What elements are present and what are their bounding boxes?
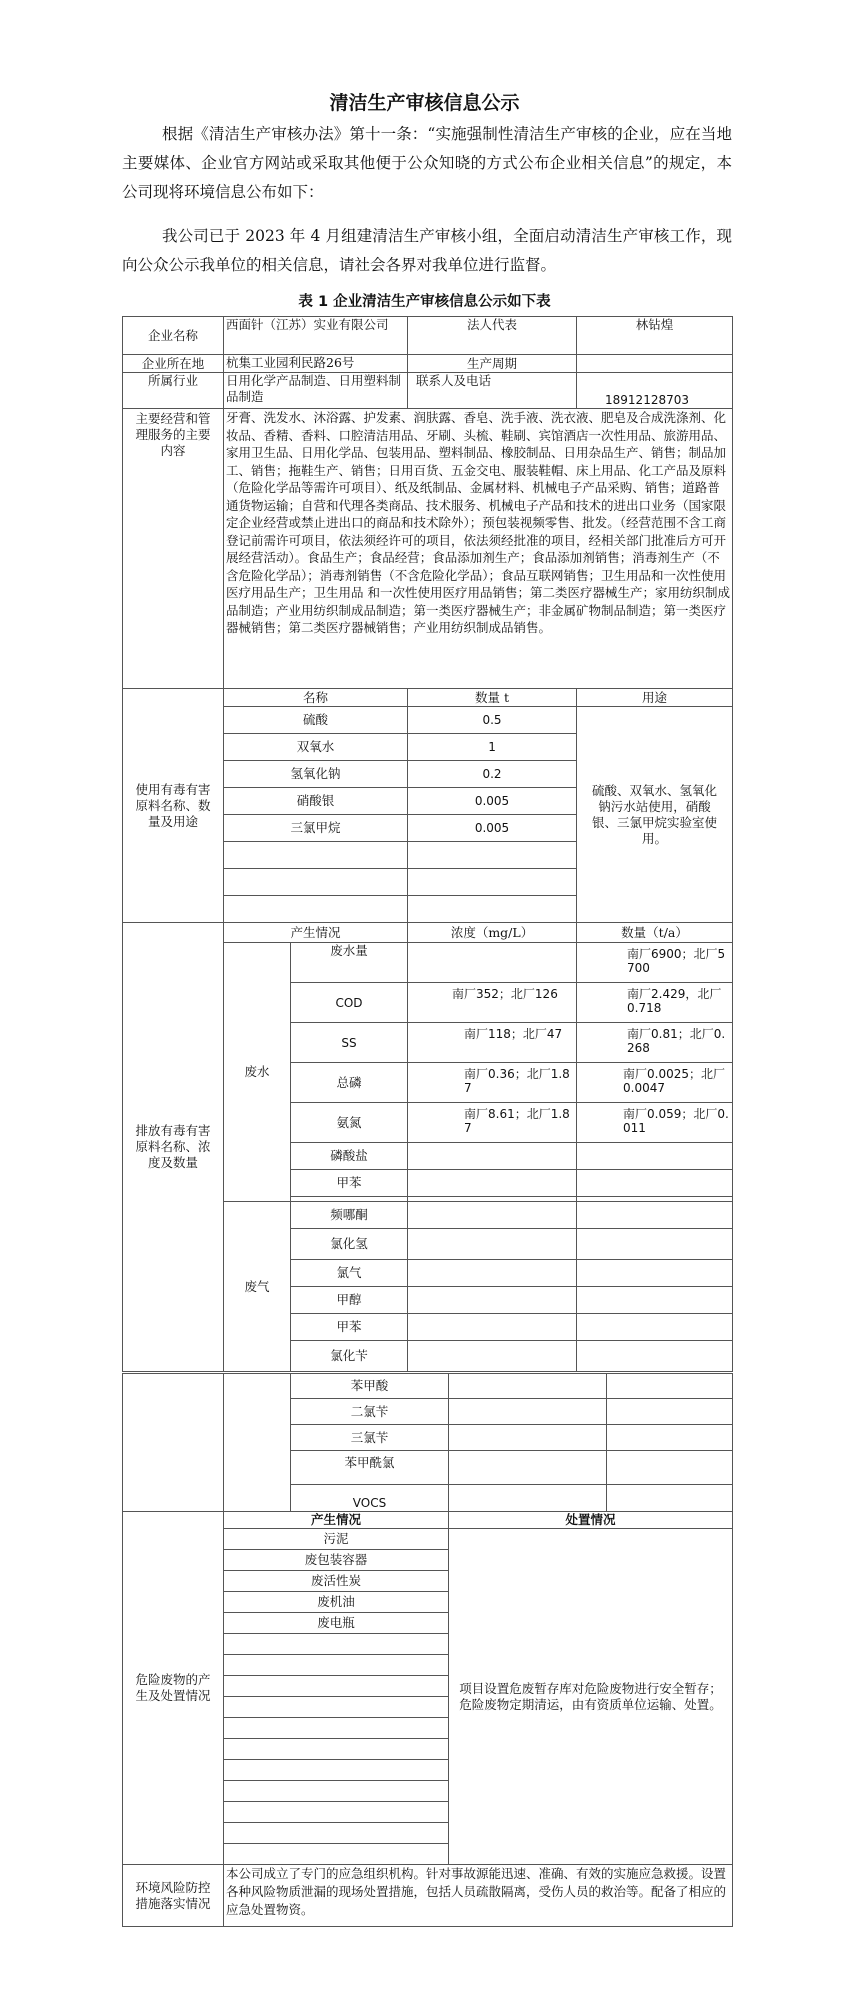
toxic-row-name: 双氧水 (224, 734, 408, 761)
pollutant-qty (577, 1170, 733, 1197)
gas-qty (607, 1425, 733, 1451)
gas-qty (577, 1341, 733, 1372)
hazardous-empty-cell (224, 1844, 449, 1865)
hazardous-empty-cell (224, 1697, 449, 1718)
pollutant-qty (577, 1143, 733, 1170)
toxic-row-name: 三氯甲烷 (224, 815, 408, 842)
hazardous-empty-cell (224, 1760, 449, 1781)
toxic-header-usage: 用途 (577, 689, 733, 707)
wastewater-label: 废水 (224, 943, 291, 1202)
gas-qty (607, 1451, 733, 1485)
pollutant-qty: 南厂6900；北厂5700 (577, 943, 733, 983)
gas-qty (607, 1399, 733, 1425)
gas-pollutant-name: 二氯苄 (291, 1399, 449, 1425)
pollutant-qty: 南厂0.81；北厂0.268 (577, 1023, 733, 1063)
hazardous-empty-cell (224, 1823, 449, 1844)
toxic-empty-cell (224, 842, 408, 869)
gas-conc (408, 1202, 577, 1229)
hazardous-empty-cell (224, 1781, 449, 1802)
gas-pollutant-name: 氯化苄 (291, 1341, 408, 1372)
pollutant-conc (408, 943, 577, 983)
table-caption: 表 1 企业清洁生产审核信息公示如下表 (298, 294, 551, 310)
waste-gas-label-continued (224, 1374, 291, 1512)
info-table-part-1 (122, 316, 733, 1372)
gas-pollutant-name: 苯甲酰氯 (291, 1451, 449, 1485)
company-name-label: 企业名称 (123, 317, 224, 355)
location-label: 企业所在地 (123, 355, 224, 373)
gas-conc (408, 1260, 577, 1287)
toxic-empty-cell (408, 896, 577, 923)
hazardous-disposal: 项目设置危废暂存库对危险废物进行安全暂存；危险废物定期清运，由有资质单位运输、处置。 (449, 1529, 733, 1865)
toxic-row-name: 硝酸银 (224, 788, 408, 815)
toxic-header-name: 名称 (224, 689, 408, 707)
toxic-header-qty: 数量 t (408, 689, 577, 707)
toxic-row-qty: 1 (408, 734, 577, 761)
risk-control-text: 本公司成立了专门的应急组织机构。针对事故源能迅速、准确、有效的实施应急救援。设置各种风险物质泄漏的现场处置措施，包括人员疏散隔离，受伤人员的救治等。配备了相应的应急处置物资。 (224, 1865, 733, 1927)
hazardous-empty-cell (224, 1802, 449, 1823)
hazardous-item: 废电瓶 (224, 1613, 449, 1634)
toxic-empty-cell (224, 896, 408, 923)
hazardous-empty-cell (224, 1718, 449, 1739)
toxic-usage: 硫酸、双氧水、氢氧化钠污水站使用，硝酸银、三氯甲烷实验室使用。 (577, 707, 733, 923)
gas-pollutant-name: 甲醇 (291, 1287, 408, 1314)
toxic-row-name: 硫酸 (224, 707, 408, 734)
gas-pollutant-name: 频哪酮 (291, 1202, 408, 1229)
gas-conc (408, 1287, 577, 1314)
contact-label: 联系人及电话 (408, 373, 577, 409)
hazardous-empty-cell (224, 1676, 449, 1697)
pollutant-name: 磷酸盐 (291, 1143, 408, 1170)
gas-pollutant-name: 氯化氢 (291, 1229, 408, 1260)
hazardous-waste-label: 危险废物的产生及处置情况 (123, 1512, 224, 1865)
pollutant-conc: 南厂0.36；北厂1.87 (408, 1063, 577, 1103)
gas-conc (408, 1341, 577, 1372)
gas-pollutant-name: 苯甲酸 (291, 1374, 449, 1399)
hazardous-item: 废机油 (224, 1592, 449, 1613)
pollutant-conc: 南厂352；北厂126 (408, 983, 577, 1023)
toxic-materials-label: 使用有毒有害原料名称、数量及用途 (123, 689, 224, 923)
pollutant-name: 甲苯 (291, 1170, 408, 1197)
emissions-label-continued (123, 1374, 224, 1512)
hazardous-item: 废活性炭 (224, 1571, 449, 1592)
toxic-empty-cell (408, 869, 577, 896)
pollutant-conc: 南厂118；北厂47 (408, 1023, 577, 1063)
gas-pollutant-name: 三氯苄 (291, 1425, 449, 1451)
emissions-label: 排放有毒有害原料名称、浓度及数量 (123, 923, 224, 1372)
hazardous-item: 污泥 (224, 1529, 449, 1550)
gas-conc (408, 1314, 577, 1341)
toxic-empty-cell (224, 869, 408, 896)
gas-pollutant-name: VOCS (291, 1485, 449, 1512)
toxic-row-name: 氢氧化钠 (224, 761, 408, 788)
gas-pollutant-name: 氯气 (291, 1260, 408, 1287)
hazardous-header-generation: 产生情况 (224, 1512, 449, 1529)
gas-conc (408, 1229, 577, 1260)
company-name: 西面针（江苏）实业有限公司 (224, 317, 408, 355)
intro-paragraph-2: 我公司已于 2023 年 4 月组建清洁生产审核小组，全面启动清洁生产审核工作，现向公众公示我单位的相关信息，请社会各界对我单位进行监督。 (122, 227, 732, 274)
pollutant-qty: 南厂2.429，北厂0.718 (577, 983, 733, 1023)
gas-qty (607, 1374, 733, 1399)
emissions-header-source: 产生情况 (224, 923, 408, 943)
pollutant-conc (408, 1143, 577, 1170)
gas-pollutant-name: 甲苯 (291, 1314, 408, 1341)
hazardous-header-disposal: 处置情况 (449, 1512, 733, 1529)
production-cycle-label: 生产周期 (408, 355, 577, 373)
gas-conc (449, 1485, 607, 1512)
toxic-row-qty: 0.005 (408, 788, 577, 815)
gas-qty (577, 1314, 733, 1341)
gas-conc (449, 1451, 607, 1485)
risk-control-label: 环境风险防控措施落实情况 (123, 1865, 224, 1927)
emissions-header-qty: 数量（t/a） (577, 923, 733, 943)
gas-conc (449, 1374, 607, 1399)
pollutant-name: SS (291, 1023, 408, 1063)
gas-conc (449, 1425, 607, 1451)
legal-rep: 林钻煌 (577, 317, 733, 355)
pollutant-name: 总磷 (291, 1063, 408, 1103)
production-cycle-value (577, 355, 733, 373)
business-scope: 牙膏、洗发水、沐浴露、护发素、润肤露、香皂、洗手液、洗衣液、肥皂及合成洗涤剂、化妆品、香精、香料、口腔清洁用品、牙刷、头梳、鞋刷、宾馆酒店一次性用品、旅游用品、家用卫生品、日用化学品、包装用品、塑料制品、橡胶制品、日用杂品生产、销售；制品加工、销售；拖鞋生产、销售；日用百货、五金交电、服装鞋帽、床上用品、化工产品及原料（危险化学品等需许可项目）、纸及纸制品、金属材料、机械电子产品采购、销售；道路普通货物运输；自营和代理各类商品、技术服务、机械电子产品和技术的进出口业务（国家限定企业经营或禁止进出口的商品和技术除外）；预包装视频零售、批发。（经营范围不含工商登记前需许可项目，依法须经许可的项目，依法须经批准的项目，经相关部门批准后方可开展经营活动）。食品生产；食品经营；食品添加剂生产；食品添加剂销售；消毒剂生产（不含危险化学品）；消毒剂销售（不含危险化学品）；食品互联网销售；卫生用品和一次性使用医疗用品生产；卫生用品 和一次性使用医疗用品销售；第二类医疗器械生产；家用纺织制成品制造；产业用纺织制成品制造；第一类医疗器械生产；非金属矿物制品制造；第一类医疗器械销售；第二类医疗器械销售；产业用纺织制成品销售。 (224, 409, 733, 689)
toxic-row-qty: 0.2 (408, 761, 577, 788)
hazardous-empty-cell (224, 1655, 449, 1676)
pollutant-qty: 南厂0.0025；北厂0.0047 (577, 1063, 733, 1103)
page-title: 清洁生产审核信息公示 (329, 92, 520, 114)
hazardous-empty-cell (224, 1634, 449, 1655)
pollutant-conc: 南厂8.61；北厂1.87 (408, 1103, 577, 1143)
pollutant-name: COD (291, 983, 408, 1023)
contact-phone: 18912128703 (577, 373, 733, 409)
toxic-row-qty: 0.5 (408, 707, 577, 734)
intro-paragraph-1: 根据《清洁生产审核办法》第十一条：“实施强制性清洁生产审核的企业，应在当地主要媒体、企业官方网站或采取其他便于公众知晓的方式公布企业相关信息”的规定，本公司现将环境信息公布如下： (122, 125, 732, 201)
gas-qty (577, 1229, 733, 1260)
pollutant-name: 氨氮 (291, 1103, 408, 1143)
gas-qty (607, 1485, 733, 1512)
hazardous-empty-cell (224, 1739, 449, 1760)
industry: 日用化学产品制造、日用塑料制品制造 (224, 373, 408, 409)
gas-conc (449, 1399, 607, 1425)
hazardous-item: 废包装容器 (224, 1550, 449, 1571)
industry-label: 所属行业 (123, 373, 224, 409)
pollutant-name: 废水量 (291, 943, 408, 983)
emissions-header-conc: 浓度（mg/L） (408, 923, 577, 943)
toxic-empty-cell (408, 842, 577, 869)
gas-qty (577, 1287, 733, 1314)
pollutant-conc (408, 1170, 577, 1197)
info-table-part-2 (122, 1373, 733, 1927)
legal-rep-label: 法人代表 (408, 317, 577, 355)
business-scope-label: 主要经营和管理服务的主要内容 (123, 409, 224, 689)
gas-qty (577, 1260, 733, 1287)
waste-gas-label: 废气 (224, 1202, 291, 1372)
location: 杭集工业园利民路26号 (224, 355, 408, 373)
pollutant-qty: 南厂0.059；北厂0.011 (577, 1103, 733, 1143)
toxic-row-qty: 0.005 (408, 815, 577, 842)
gas-qty (577, 1202, 733, 1229)
